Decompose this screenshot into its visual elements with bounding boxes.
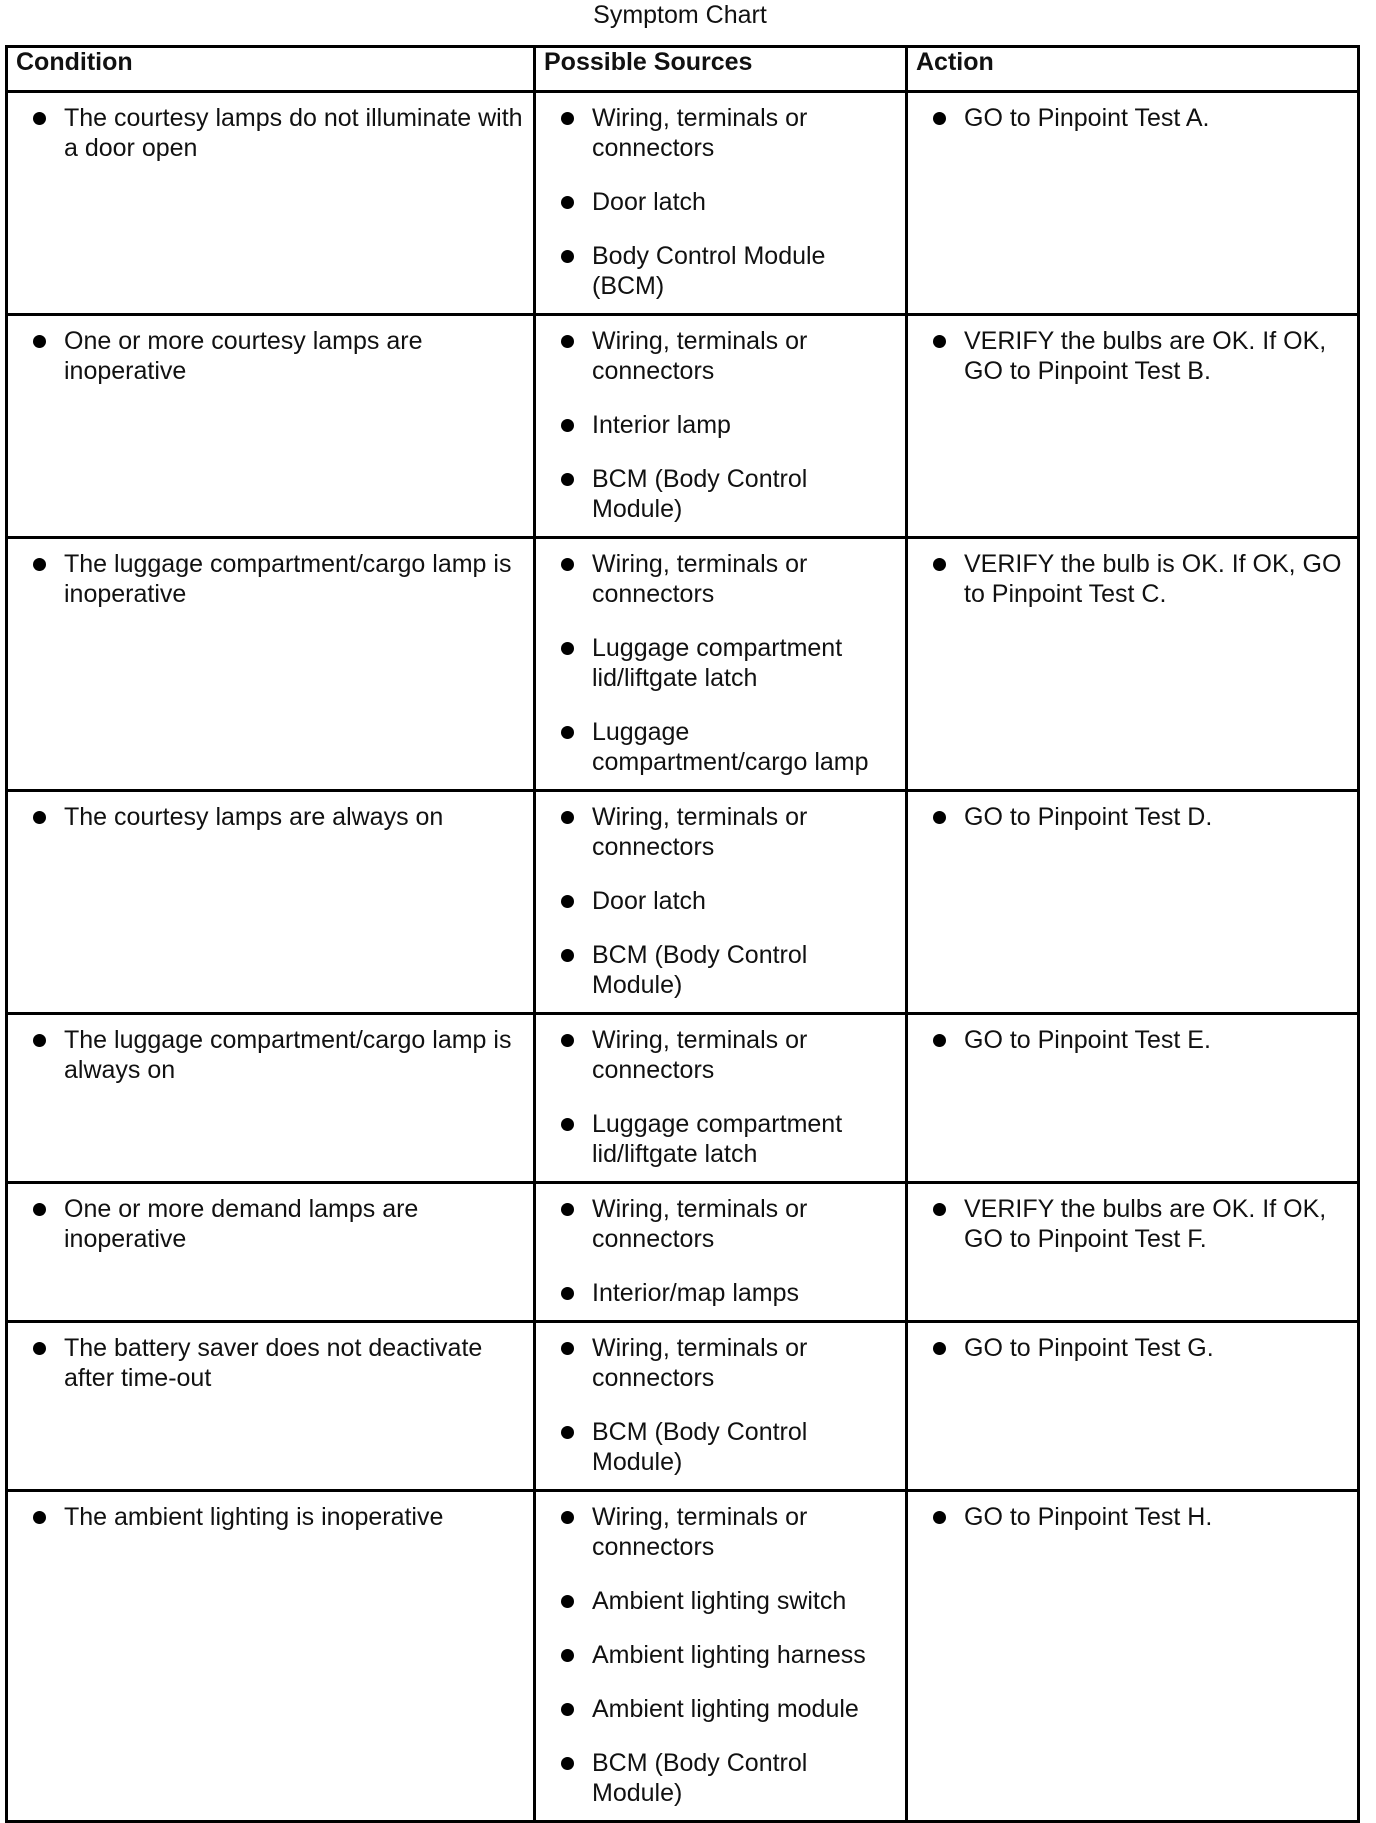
source-item: Wiring, terminals or connectors bbox=[558, 549, 897, 609]
condition-item: The battery saver does not deactivate after time-out bbox=[30, 1333, 525, 1393]
condition-item: One or more courtesy lamps are inoperative bbox=[30, 326, 525, 386]
action-item: VERIFY the bulbs are OK. If OK, GO to Pinpoint Test F. bbox=[930, 1194, 1349, 1254]
condition-item: The courtesy lamps do not illuminate with a door open bbox=[30, 103, 525, 163]
header-row bbox=[7, 47, 1359, 92]
condition-list bbox=[30, 802, 525, 832]
condition-list bbox=[30, 1025, 525, 1085]
table-row bbox=[7, 1491, 1359, 1822]
condition-item: The luggage compartment/cargo lamp is inoperative bbox=[30, 549, 525, 609]
table-row bbox=[7, 1322, 1359, 1491]
table-row bbox=[7, 538, 1359, 791]
condition-list bbox=[30, 1502, 525, 1532]
sources-cell bbox=[535, 1183, 907, 1322]
sources-cell bbox=[535, 315, 907, 538]
action-list bbox=[930, 103, 1349, 133]
sources-list bbox=[558, 103, 897, 301]
source-item: BCM (Body Control Module) bbox=[558, 1748, 897, 1808]
condition-cell bbox=[7, 1322, 535, 1491]
action-cell bbox=[907, 791, 1359, 1014]
condition-item: One or more demand lamps are inoperative bbox=[30, 1194, 525, 1254]
source-item: Wiring, terminals or connectors bbox=[558, 1025, 897, 1085]
action-item: GO to Pinpoint Test H. bbox=[930, 1502, 1349, 1532]
source-item: Luggage compartment lid/liftgate latch bbox=[558, 1109, 897, 1169]
table-row bbox=[7, 1183, 1359, 1322]
condition-list bbox=[30, 326, 525, 386]
sources-cell bbox=[535, 92, 907, 315]
condition-list bbox=[30, 1333, 525, 1393]
condition-cell bbox=[7, 1183, 535, 1322]
source-item: BCM (Body Control Module) bbox=[558, 464, 897, 524]
table-row bbox=[7, 92, 1359, 315]
condition-item: The courtesy lamps are always on bbox=[30, 802, 525, 832]
source-item: Body Control Module (BCM) bbox=[558, 241, 897, 301]
source-item: Interior lamp bbox=[558, 410, 897, 440]
condition-cell bbox=[7, 1491, 535, 1822]
condition-cell bbox=[7, 538, 535, 791]
sources-cell bbox=[535, 1014, 907, 1183]
source-item: Ambient lighting module bbox=[558, 1694, 897, 1724]
action-cell bbox=[907, 1491, 1359, 1822]
condition-header: Condition bbox=[7, 47, 535, 92]
source-item: Wiring, terminals or connectors bbox=[558, 1502, 897, 1562]
action-cell bbox=[907, 538, 1359, 791]
action-list bbox=[930, 802, 1349, 832]
table-row bbox=[7, 315, 1359, 538]
source-item: Door latch bbox=[558, 886, 897, 916]
action-item: GO to Pinpoint Test G. bbox=[930, 1333, 1349, 1363]
sources-list bbox=[558, 1333, 897, 1477]
table-row bbox=[7, 1014, 1359, 1183]
sources-list bbox=[558, 1194, 897, 1308]
sources-list bbox=[558, 1025, 897, 1169]
action-cell bbox=[907, 92, 1359, 315]
source-item: Wiring, terminals or connectors bbox=[558, 802, 897, 862]
sources-list bbox=[558, 1502, 897, 1808]
condition-item: The luggage compartment/cargo lamp is always on bbox=[30, 1025, 525, 1085]
condition-list bbox=[30, 103, 525, 163]
sources-cell bbox=[535, 791, 907, 1014]
action-list bbox=[930, 1194, 1349, 1254]
condition-list bbox=[30, 1194, 525, 1254]
action-list bbox=[930, 549, 1349, 609]
sources-list bbox=[558, 326, 897, 524]
sources-cell bbox=[535, 1322, 907, 1491]
source-item: Luggage compartment/cargo lamp bbox=[558, 717, 897, 777]
sources-header: Possible Sources bbox=[535, 47, 907, 92]
action-item: VERIFY the bulbs are OK. If OK, GO to Pinpoint Test B. bbox=[930, 326, 1349, 386]
action-list bbox=[930, 1502, 1349, 1532]
source-item: Wiring, terminals or connectors bbox=[558, 326, 897, 386]
condition-item: The ambient lighting is inoperative bbox=[30, 1502, 525, 1532]
source-item: Wiring, terminals or connectors bbox=[558, 103, 897, 163]
sources-cell bbox=[535, 1491, 907, 1822]
symptom-table bbox=[5, 45, 1360, 1823]
action-list bbox=[930, 1333, 1349, 1363]
action-item: GO to Pinpoint Test D. bbox=[930, 802, 1349, 832]
source-item: Luggage compartment lid/liftgate latch bbox=[558, 633, 897, 693]
table-row bbox=[7, 791, 1359, 1014]
chart-title: Symptom Chart bbox=[593, 1, 767, 29]
action-list bbox=[930, 1025, 1349, 1055]
action-cell bbox=[907, 1014, 1359, 1183]
action-item: GO to Pinpoint Test A. bbox=[930, 103, 1349, 133]
condition-cell bbox=[7, 92, 535, 315]
action-list bbox=[930, 326, 1349, 386]
action-item: VERIFY the bulb is OK. If OK, GO to Pinpoint Test C. bbox=[930, 549, 1349, 609]
condition-cell bbox=[7, 791, 535, 1014]
source-item: Wiring, terminals or connectors bbox=[558, 1194, 897, 1254]
source-item: Ambient lighting switch bbox=[558, 1586, 897, 1616]
action-header: Action bbox=[907, 47, 1359, 92]
action-cell bbox=[907, 1183, 1359, 1322]
action-cell bbox=[907, 1322, 1359, 1491]
source-item: BCM (Body Control Module) bbox=[558, 940, 897, 1000]
action-cell bbox=[907, 315, 1359, 538]
source-item: BCM (Body Control Module) bbox=[558, 1417, 897, 1477]
symptom-table-body bbox=[7, 92, 1359, 1822]
sources-list bbox=[558, 802, 897, 1000]
source-item: Interior/map lamps bbox=[558, 1278, 897, 1308]
condition-cell bbox=[7, 315, 535, 538]
condition-list bbox=[30, 549, 525, 609]
source-item: Door latch bbox=[558, 187, 897, 217]
source-item: Wiring, terminals or connectors bbox=[558, 1333, 897, 1393]
condition-cell bbox=[7, 1014, 535, 1183]
sources-cell bbox=[535, 538, 907, 791]
sources-list bbox=[558, 549, 897, 777]
action-item: GO to Pinpoint Test E. bbox=[930, 1025, 1349, 1055]
source-item: Ambient lighting harness bbox=[558, 1640, 897, 1670]
